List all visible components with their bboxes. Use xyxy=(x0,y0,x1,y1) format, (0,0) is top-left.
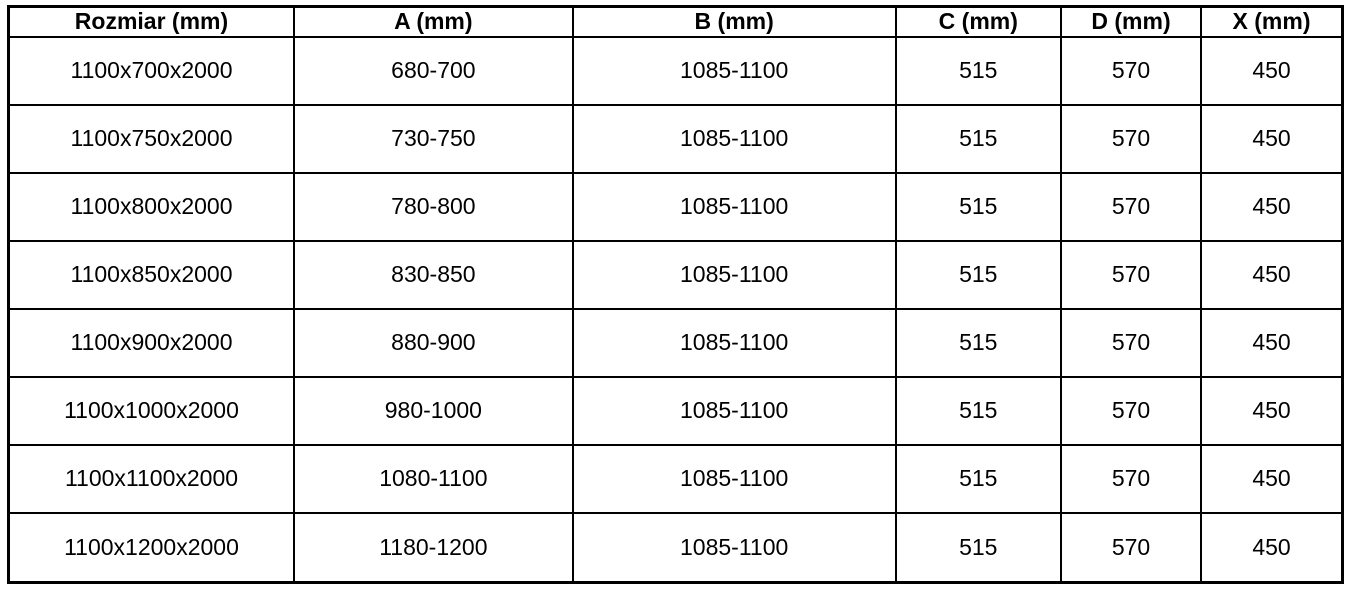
table-cell: 980-1000 xyxy=(294,377,573,445)
table-cell: 1085-1100 xyxy=(573,37,896,105)
table-cell: 515 xyxy=(896,309,1061,377)
table-cell: 1080-1100 xyxy=(294,445,573,513)
table-cell: 450 xyxy=(1201,241,1342,309)
table-row xyxy=(9,377,1343,445)
table-cell: 780-800 xyxy=(294,173,573,241)
table-row xyxy=(9,241,1343,309)
table-cell: 680-700 xyxy=(294,37,573,105)
table-cell: 1085-1100 xyxy=(573,309,896,377)
table-cell: 830-850 xyxy=(294,241,573,309)
table-cell: 570 xyxy=(1061,445,1201,513)
table-row xyxy=(9,173,1343,241)
table-cell: 515 xyxy=(896,241,1061,309)
table-cell: 450 xyxy=(1201,513,1342,582)
table-body xyxy=(9,37,1343,583)
table-row xyxy=(9,309,1343,377)
table-cell: 515 xyxy=(896,173,1061,241)
table-cell: 1100x1100x2000 xyxy=(9,445,294,513)
table-cell: 1180-1200 xyxy=(294,513,573,582)
table-cell: 880-900 xyxy=(294,309,573,377)
table-cell: 515 xyxy=(896,445,1061,513)
header-row xyxy=(9,7,1343,37)
table-cell: 515 xyxy=(896,37,1061,105)
table-cell: 570 xyxy=(1061,513,1201,582)
table-cell: 570 xyxy=(1061,377,1201,445)
column-header: Rozmiar (mm) xyxy=(9,7,294,37)
table-cell: 450 xyxy=(1201,37,1342,105)
column-header: C (mm) xyxy=(896,7,1061,37)
table-cell: 1100x1000x2000 xyxy=(9,377,294,445)
table-cell: 1085-1100 xyxy=(573,173,896,241)
table-cell: 450 xyxy=(1201,445,1342,513)
table-cell: 450 xyxy=(1201,309,1342,377)
table-cell: 1100x750x2000 xyxy=(9,105,294,173)
table-cell: 450 xyxy=(1201,105,1342,173)
column-header: D (mm) xyxy=(1061,7,1201,37)
column-header: A (mm) xyxy=(294,7,573,37)
table-cell: 570 xyxy=(1061,105,1201,173)
table-row xyxy=(9,445,1343,513)
table-cell: 450 xyxy=(1201,173,1342,241)
table-cell: 450 xyxy=(1201,377,1342,445)
table-row xyxy=(9,513,1343,582)
table-cell: 1085-1100 xyxy=(573,513,896,582)
table-cell: 1085-1100 xyxy=(573,445,896,513)
table-cell: 515 xyxy=(896,105,1061,173)
table-cell: 515 xyxy=(896,513,1061,582)
table-cell: 570 xyxy=(1061,309,1201,377)
table-cell: 1085-1100 xyxy=(573,241,896,309)
table-cell: 1100x700x2000 xyxy=(9,37,294,105)
table-cell: 1085-1100 xyxy=(573,377,896,445)
table-cell: 570 xyxy=(1061,173,1201,241)
table-row xyxy=(9,37,1343,105)
table-cell: 1085-1100 xyxy=(573,105,896,173)
table-cell: 1100x800x2000 xyxy=(9,173,294,241)
table-cell: 730-750 xyxy=(294,105,573,173)
table-cell: 515 xyxy=(896,377,1061,445)
table-cell: 570 xyxy=(1061,37,1201,105)
column-header: B (mm) xyxy=(573,7,896,37)
column-header: X (mm) xyxy=(1201,7,1342,37)
dimensions-table xyxy=(7,5,1344,584)
table-cell: 570 xyxy=(1061,241,1201,309)
table-cell: 1100x850x2000 xyxy=(9,241,294,309)
table-cell: 1100x1200x2000 xyxy=(9,513,294,582)
table-row xyxy=(9,105,1343,173)
table-cell: 1100x900x2000 xyxy=(9,309,294,377)
